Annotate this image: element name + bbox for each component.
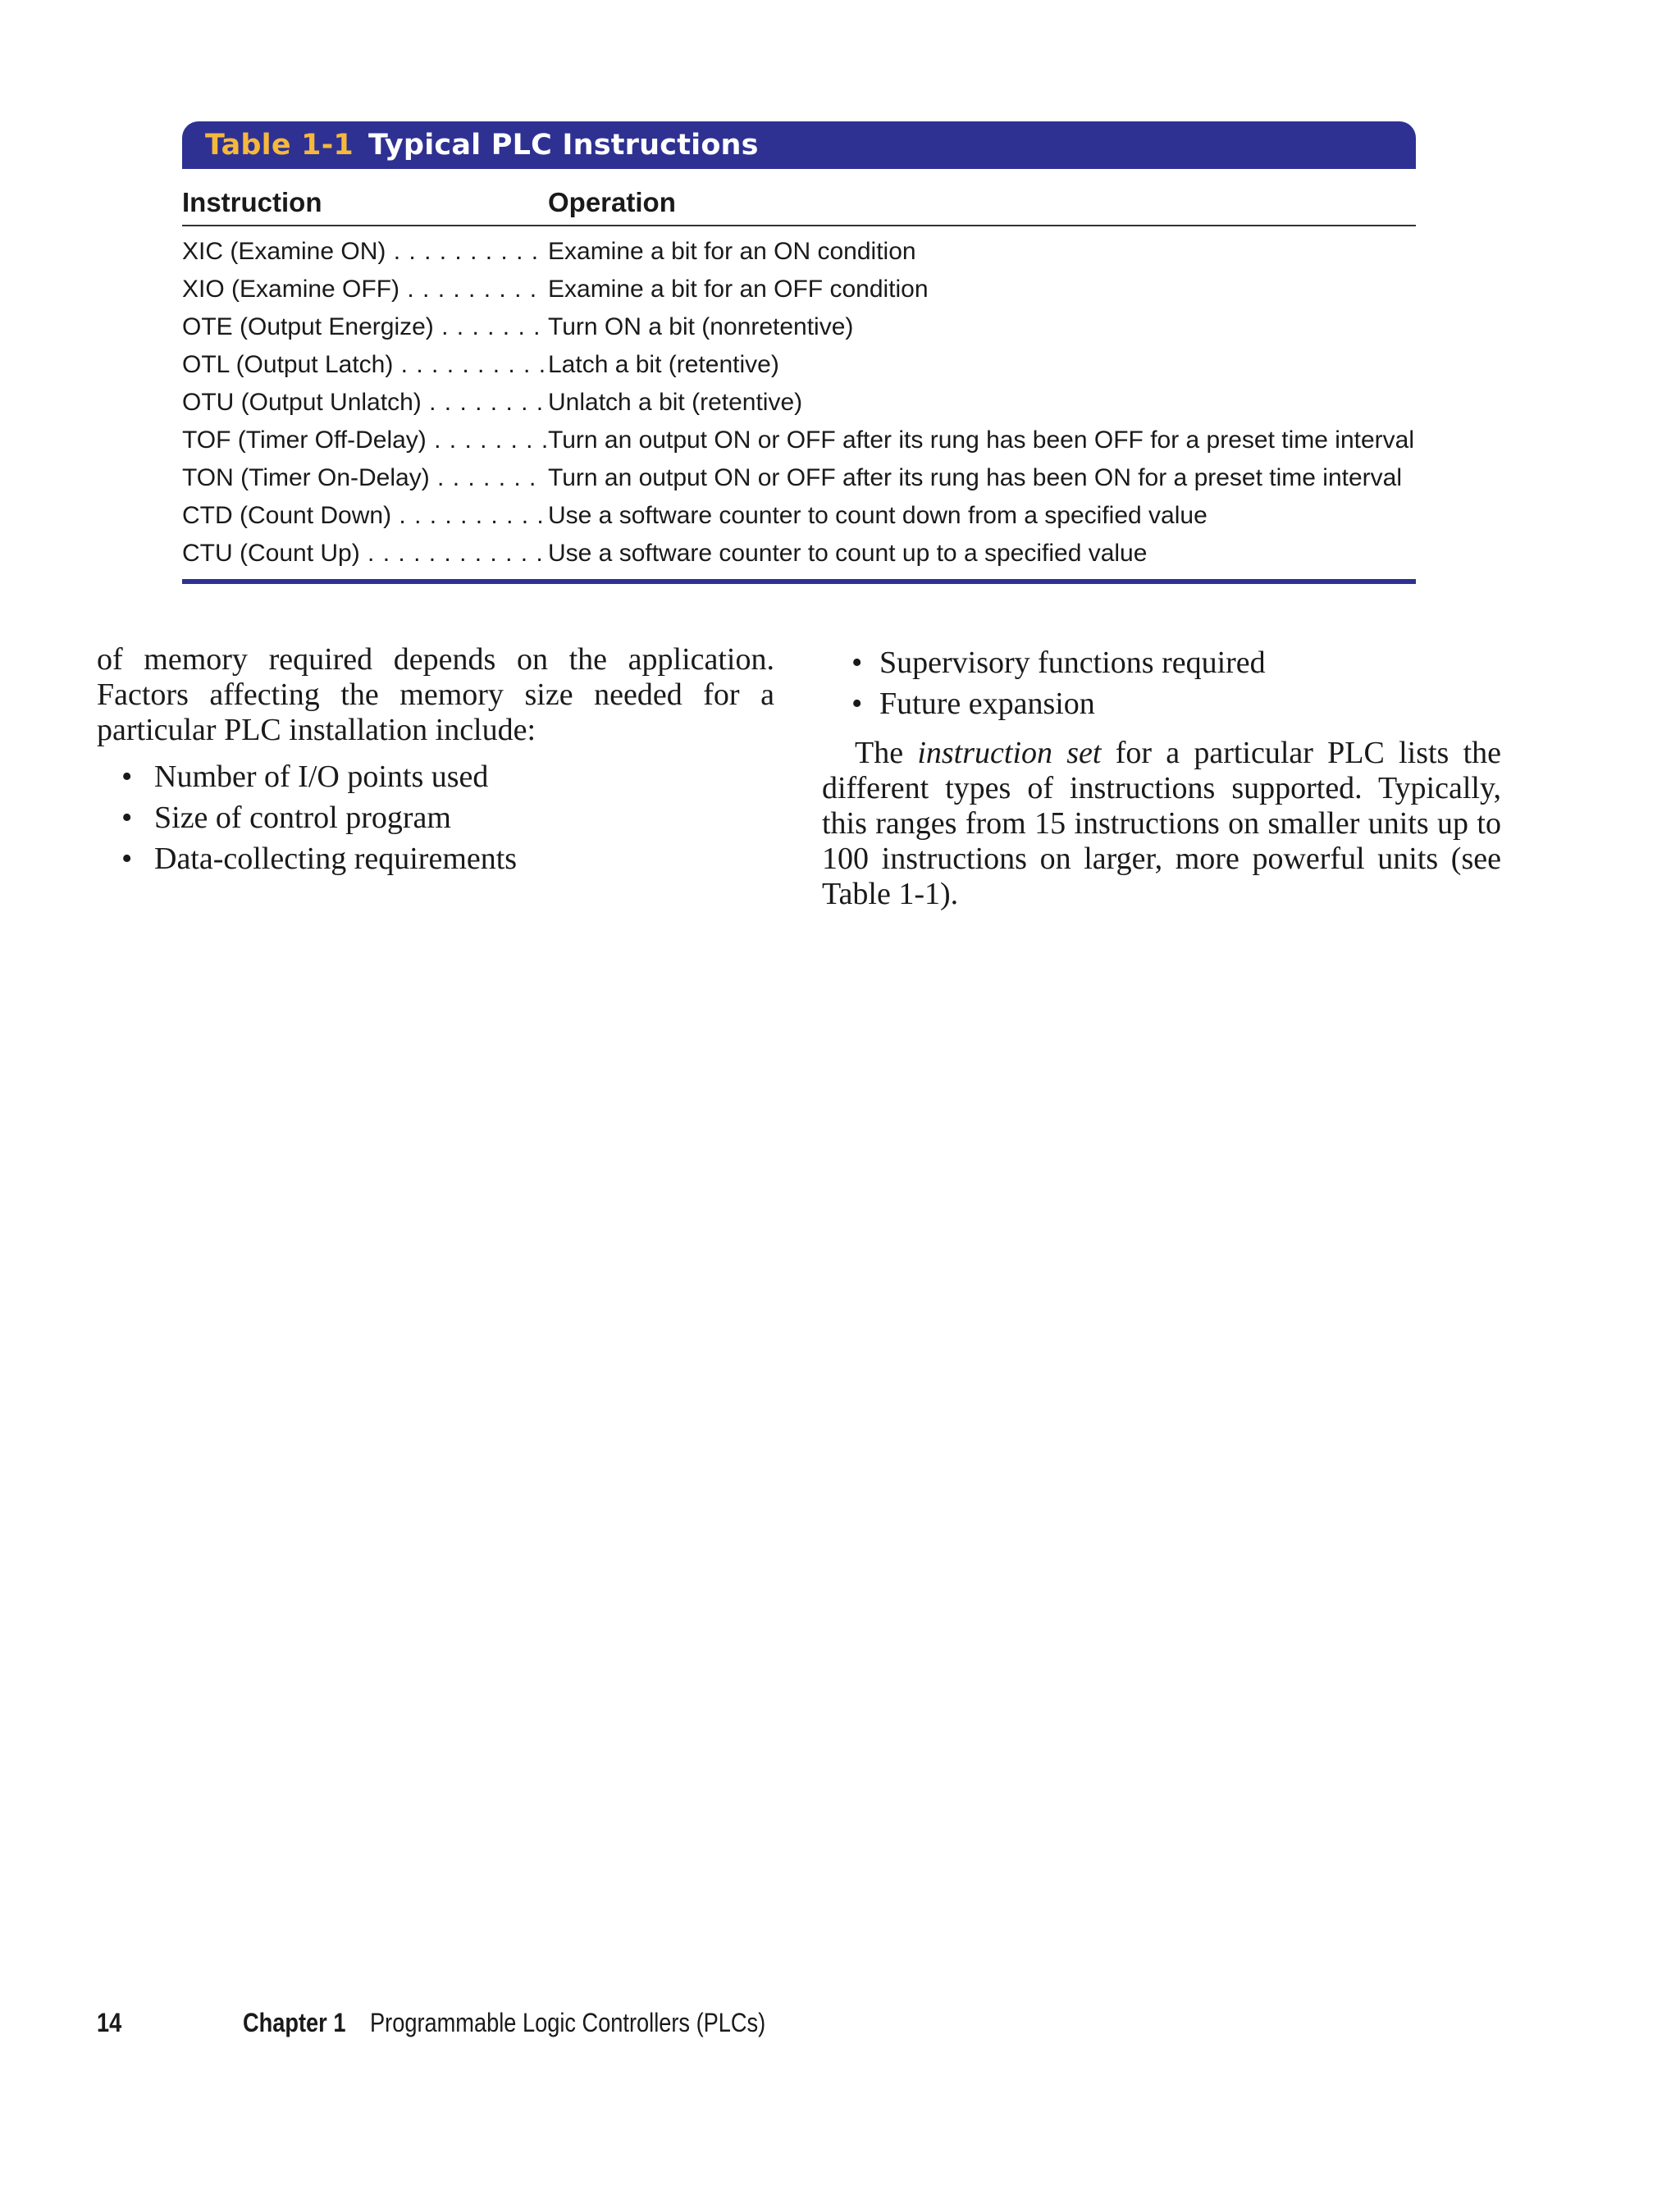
right-column xyxy=(822,642,1501,912)
table-1-1 xyxy=(182,121,1416,584)
table-title: Typical PLC Instructions xyxy=(368,129,759,162)
column-header-instruction: Instruction xyxy=(182,187,322,217)
list-item: • Future expansion xyxy=(822,683,1501,724)
table-row xyxy=(182,459,1416,497)
list-item: • Data-collecting requirements xyxy=(97,838,774,879)
instruction-cell: XIC (Examine ON) . . . xyxy=(182,233,546,271)
bullet-list xyxy=(97,756,774,879)
operation-cell: Turn ON a bit (nonretentive) xyxy=(548,313,854,340)
table-bottom-rule xyxy=(182,579,1416,584)
chapter-title: Programmable Logic Controllers (PLCs) xyxy=(370,2008,766,2037)
table-header-row xyxy=(182,169,1416,226)
table-title-bar xyxy=(182,121,1416,169)
page-number: 14 xyxy=(97,2008,122,2037)
bullet-icon: • xyxy=(121,842,133,876)
page-footer xyxy=(97,2008,1491,2044)
list-item: • Number of I/O points used xyxy=(97,756,774,797)
instruction-cell: CTU (Count Up) . . . xyxy=(182,535,546,572)
table-row xyxy=(182,384,1416,422)
bullet-icon: • xyxy=(851,687,863,721)
instruction-cell: OTE (Output Energize) . . . xyxy=(182,308,546,346)
column-header-operation: Operation xyxy=(548,187,676,217)
table-row xyxy=(182,346,1416,384)
table-label: Table 1-1 xyxy=(205,129,354,162)
left-column xyxy=(97,642,774,879)
chapter-label: Chapter 1 xyxy=(243,2008,346,2037)
table-row xyxy=(182,535,1416,572)
operation-cell: Latch a bit (retentive) xyxy=(548,351,779,378)
operation-cell: Turn an output ON or OFF after its rung has been OFF for a preset time interval xyxy=(548,427,1414,454)
bullet-icon: • xyxy=(121,760,133,794)
operation-cell: Use a software counter to count down from a specified value xyxy=(548,502,1208,529)
body-paragraph: The instruction set for a particular PLC lists the different types of instructions supported. Typically, this ranges from 15 instructions on smaller units up to 100 instructions on larger, more powerful units (see Table 1-1). xyxy=(822,736,1502,911)
operation-cell: Use a software counter to count up to a specified value xyxy=(548,540,1148,567)
operation-cell: Turn an output ON or OFF after its rung has been ON for a preset time interval xyxy=(548,464,1403,491)
instruction-cell: CTD (Count Down) . . . xyxy=(182,497,546,535)
operation-cell: Examine a bit for an OFF condition xyxy=(548,276,929,303)
instruction-cell: XIO (Examine OFF) . . . xyxy=(182,271,546,308)
instruction-cell: OTL (Output Latch) . . . xyxy=(182,346,546,384)
table-row xyxy=(182,308,1416,346)
body-paragraph: of memory required depends on the application. Factors affecting the memory size needed for a particular PLC installation include: xyxy=(97,642,774,747)
term-instruction-set: instruction set xyxy=(917,736,1102,770)
bullet-list xyxy=(822,642,1501,724)
table-body xyxy=(182,226,1416,572)
instruction-cell: TOF (Timer Off-Delay) . . . xyxy=(182,422,546,459)
bullet-icon: • xyxy=(851,645,863,680)
table-row xyxy=(182,271,1416,308)
operation-cell: Unlatch a bit (retentive) xyxy=(548,389,803,416)
instruction-cell: OTU (Output Unlatch) . . . xyxy=(182,384,546,422)
operation-cell: Examine a bit for an ON condition xyxy=(548,238,916,265)
table-row xyxy=(182,422,1416,459)
bullet-icon: • xyxy=(121,801,133,835)
table-row xyxy=(182,233,1416,271)
list-item: • Size of control program xyxy=(97,797,774,838)
list-item: • Supervisory functions required xyxy=(822,642,1501,683)
table-row xyxy=(182,497,1416,535)
instruction-cell: TON (Timer On-Delay) . . . xyxy=(182,459,546,497)
